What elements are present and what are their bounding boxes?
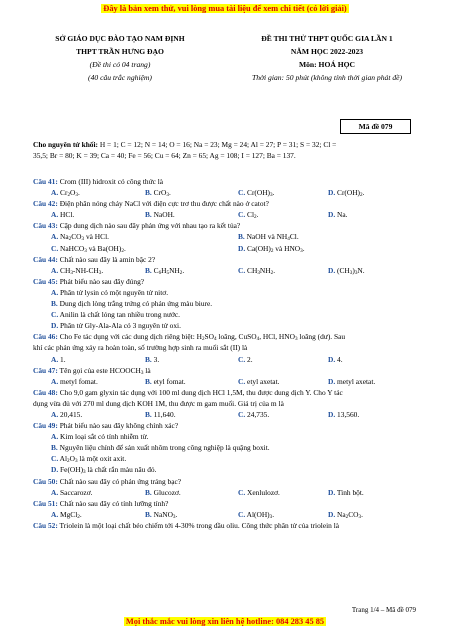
atomic-masses <box>33 139 418 161</box>
exam-title: ĐỀ THI THỬ THPT QUỐC GIA LẦN 1 <box>261 34 393 43</box>
option-d[interactable]: D. Phân tử Gly-Ala-Ala có 3 nguyên tử oxi. <box>51 321 181 331</box>
option-a[interactable]: A. Saccarozơ. <box>51 487 93 497</box>
option-c[interactable]: C. Anilin là chất lỏng tan nhiều trong nước. <box>51 310 181 320</box>
option-c[interactable]: C. $CH_3NH_2$. <box>238 265 276 276</box>
exam-code-box: Mã đề 079 <box>340 119 411 134</box>
bottom-banner[interactable]: Mọi thắc mắc vui lòng xin liên hệ hotline: 084 283 45 85 <box>125 617 325 626</box>
option-d[interactable]: D. $Fe(OH)_3$ là chất rắn màu nâu đỏ. <box>51 465 157 476</box>
option-a[interactable]: A. $Cr_2O_3$. <box>51 188 80 199</box>
question-49: Câu 49: Phát biểu nào sau đây không chính xác? <box>33 421 179 431</box>
atoms-line-2: 35,5; Br = 80; K = 39; Ca = 40; Fe = 56; Cu = 64; Zn = 65; Ag = 108; I = 127; Ba = 137. <box>33 151 296 160</box>
duration: Thời gian: 50 phút (không tính thời gian phát đề) <box>251 73 403 82</box>
question-48: Câu 48: Cho 9,0 gam glyxin tác dụng với 100 ml dung dịch HCl 1,5M, thu được dung dịch Y. Cho Y tác <box>33 387 343 397</box>
option-c[interactable]: C. $Al(OH)_3$. <box>238 509 275 520</box>
option-c[interactable]: C. 2. <box>238 354 253 364</box>
page-count: (Đề thi có 04 trang) <box>89 60 151 69</box>
question-51: Câu 51: Chất nào sau đây có tính lưỡng tính? <box>33 498 169 508</box>
question-list <box>33 176 423 531</box>
option-b[interactable]: B. 11,640. <box>145 409 176 419</box>
question-45: Câu 45: Phát biểu nào sau đây đúng? <box>33 276 145 286</box>
option-b[interactable]: B. NaOH và $NH_4Cl$. <box>238 232 299 243</box>
option-c[interactable]: C. $Al_2O_3$ là một oxit axit. <box>51 454 127 465</box>
option-c[interactable]: C. $Cl_2$. <box>238 210 259 221</box>
question-count: (40 câu trắc nghiệm) <box>88 73 152 82</box>
option-b[interactable]: B. CrO$_3$. <box>145 188 171 199</box>
atoms-label: Cho nguyên tử khối: <box>33 140 99 149</box>
option-d[interactable]: D. $Ca(OH)_2$ và $HNO_3$. <box>238 243 305 254</box>
option-b[interactable]: B. Glucozơ. <box>145 487 181 497</box>
option-d[interactable]: D. 4. <box>328 354 343 364</box>
page-footer: Trang 1/4 – Mã đề 079 <box>351 606 416 614</box>
header-right <box>222 32 432 84</box>
option-d[interactable]: D. $Na_2CO_3$. <box>328 509 363 520</box>
school-name: THPT TRẦN HƯNG ĐẠO <box>76 47 164 56</box>
question-43: Câu 43: Cặp dung dịch nào sau đây phản ứng với nhau tạo ra kết tủa? <box>33 221 241 231</box>
option-d[interactable]: D. $Cr(OH)_2$. <box>328 188 365 199</box>
option-a[interactable]: A. Phân tử lysin có một nguyên tử nitơ. <box>51 287 169 297</box>
option-b[interactable]: B. Dung dịch lòng trắng trứng có phản ứng màu biure. <box>51 299 213 309</box>
option-d[interactable]: D. metyl axetat. <box>328 376 376 386</box>
question-42: Câu 42: Điện phân nóng chảy NaCl với điện cực trơ thu được chất nào ở catot? <box>33 199 269 209</box>
question-46-cont: khí các phản ứng xảy ra hoàn toàn, số trường hợp sinh ra muối sắt (II) là <box>33 343 248 353</box>
question-50-options <box>33 487 423 498</box>
option-c[interactable]: C. etyl axetat. <box>238 376 280 386</box>
school-year: NĂM HỌC 2022-2023 <box>290 47 364 56</box>
top-banner[interactable]: Đây là bản xem thử, vui lòng mua tài liệu để xem chi tiết (có lời giải) <box>103 4 347 13</box>
option-a[interactable]: A. Kim loại sắt có tính nhiễm từ. <box>51 432 149 442</box>
question-42-options <box>33 209 423 220</box>
option-b[interactable]: B. 3. <box>145 354 160 364</box>
option-c[interactable]: C. NaHCO$_3$ và $Ba(OH)_2$. <box>51 243 126 254</box>
question-43-options-cd <box>33 243 423 254</box>
option-a[interactable]: A. metyl fomat. <box>51 376 98 386</box>
option-c[interactable]: C. $Cr(OH)_3$. <box>238 188 275 199</box>
option-a[interactable]: A. $Na_2CO_3$ và HCl. <box>51 232 109 243</box>
option-a[interactable]: A. $CH_3-NH-CH_3$. <box>51 265 104 276</box>
option-b[interactable]: B. NaOH. <box>145 210 175 220</box>
question-52: Câu 52: Triolein là một loại chất béo chiếm tới 4-30% trong dầu oliu. Công thức phân tử của triolein là <box>33 520 340 530</box>
option-a[interactable]: A. 1. <box>51 354 66 364</box>
option-a[interactable]: A. HCl. <box>51 210 75 220</box>
option-b[interactable]: B. $C_6H_5NH_2$. <box>145 265 185 276</box>
question-46-options <box>33 354 423 365</box>
option-c[interactable]: C. Xenlulozơ. <box>238 487 280 497</box>
option-b[interactable]: B. etyl fomat. <box>145 376 186 386</box>
question-41-options <box>33 187 423 198</box>
option-a[interactable]: A. 20,415. <box>51 409 83 419</box>
header-left <box>40 32 200 84</box>
question-47-options <box>33 376 423 387</box>
option-d[interactable]: D. Na. <box>328 210 348 220</box>
option-c[interactable]: C. 24,735. <box>238 409 270 419</box>
subject: Môn: HOÁ HỌC <box>298 60 356 69</box>
question-47: Câu 47: Tên gọi của este $HCOOCH_3$ là <box>33 365 151 376</box>
question-44-options <box>33 265 423 276</box>
question-48-cont: dụng vừa đủ với 270 ml dung dịch KOH 1M, thu được m gam muối. Giá trị của m là <box>33 398 284 408</box>
option-a[interactable]: A. MgCl$_2$. <box>51 509 82 520</box>
question-44: Câu 44: Chất nào sau đây là amin bậc 2? <box>33 254 156 264</box>
department: SỞ GIÁO DỤC ĐÀO TẠO NAM ĐỊNH <box>55 34 185 43</box>
option-b[interactable]: B. NaNO$_3$. <box>145 509 178 520</box>
question-51-options <box>33 509 423 520</box>
question-46: Câu 46: Cho Fe tác dụng với các dung dịch riêng biệt: $H_2SO_4$ loãng, CuSO$_4$, HCl, $HNO_3$ loãng (dư). Sau <box>33 332 346 343</box>
question-48-options <box>33 409 423 420</box>
question-41: Câu 41: Crom (III) hidroxit có công thức là <box>33 177 164 186</box>
option-d[interactable]: D. $(CH_3)_3N$. <box>328 265 365 276</box>
option-b[interactable]: B. Nguyên liệu chính để sản xuất nhôm trong công nghiệp là quặng boxit. <box>51 443 270 453</box>
question-43-options-ab <box>33 231 423 242</box>
question-50: Câu 50: Chất nào sau đây có phản ứng tráng bạc? <box>33 476 182 486</box>
option-d[interactable]: D. Tinh bột. <box>328 487 364 497</box>
option-d[interactable]: D. 13,560. <box>328 409 360 419</box>
atoms-line-1: H = 1; C = 12; N = 14; O = 16; Na = 23; Mg = 24; Al = 27; P = 31; S = 32; Cl = <box>98 140 337 149</box>
